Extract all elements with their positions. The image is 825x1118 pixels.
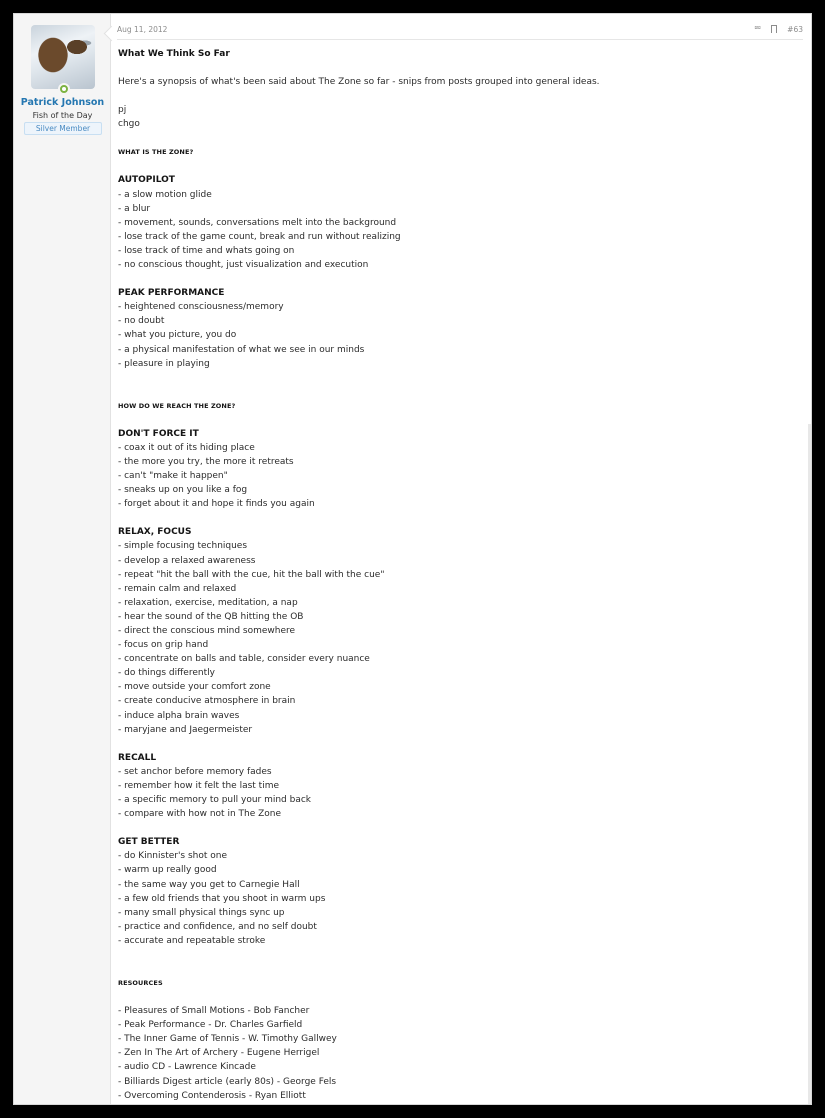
list-item: - movement, sounds, conversations melt into the background [118,217,397,228]
list-item: - practice and confidence, and no self doubt [118,921,317,932]
subsection-heading: RECALL [118,752,157,763]
signature-line: chgo [118,119,140,130]
list-item: - no doubt [118,316,165,327]
share-icon[interactable]: ⮹ [753,24,762,34]
post-date[interactable]: Aug 11, 2012 [117,25,168,34]
post-actions [754,24,803,34]
resource-item: - Peak Performance - Dr. Charles Garfield [118,1020,303,1031]
post-intro: Here's a synopsis of what's been said about The Zone so far - snips from posts grouped into general ideas. [118,77,600,88]
list-item: - remain calm and relaxed [118,583,237,594]
resource-item: - Pleasures of Small Motions - Bob Fancher [118,1006,310,1017]
list-item: - warm up really good [118,865,217,876]
list-item: - a specific memory to pull your mind back [118,795,312,806]
subsection-heading: DON'T FORCE IT [118,428,199,439]
post-number-link[interactable]: #63 [787,24,803,34]
resource-item: - Zen In The Art of Archery - Eugene Herrigel [118,1048,320,1059]
list-item: - remember how it felt the last time [118,780,280,791]
post-main [111,14,811,1104]
list-item: - relaxation, exercise, meditation, a nap [118,597,298,608]
list-item: - simple focusing techniques [118,541,248,552]
list-item: - forget about it and hope it finds you again [118,499,315,510]
username-link[interactable]: Patrick Johnson [20,97,105,108]
list-item: - induce alpha brain waves [118,710,240,721]
list-item: - set anchor before memory fades [118,766,272,777]
list-item: - can't "make it happen" [118,471,228,482]
list-item: - many small physical things sync up [118,907,285,918]
resource-item: - The Inner Game of Tennis - W. Timothy Gallwey [118,1034,337,1045]
scrollbar[interactable] [808,424,811,1104]
list-item: - move outside your comfort zone [118,682,271,693]
list-item: - do things differently [118,668,215,679]
resource-item: - Overcoming Contenderosis - Ryan Elliott [118,1090,306,1101]
list-item: - the more you try, the more it retreats [118,456,294,467]
list-item: - a few old friends that you shoot in warm ups [118,893,326,904]
subsection-heading: RELAX, FOCUS [118,527,192,538]
list-item: - a blur [118,203,151,214]
post-header [117,22,803,40]
resource-item: - Billiards Digest article (early 80s) - George Fels [118,1076,337,1087]
section-heading-what-is: WHAT IS THE ZONE? [118,148,194,157]
list-item: - sneaks up on you like a fog [118,485,248,496]
forum-post [13,13,812,1105]
list-item: - what you picture, you do [118,330,237,341]
list-item: - a physical manifestation of what we see in our minds [118,344,365,355]
list-item: - a slow motion glide [118,189,212,200]
list-item: - coax it out of its hiding place [118,442,255,453]
subsection-heading: PEAK PERFORMANCE [118,288,225,299]
list-item: - heightened consciousness/memory [118,302,284,313]
list-item: - direct the conscious mind somewhere [118,626,296,636]
section-heading-resources: RESOURCES [118,978,163,987]
post-title: What We Think So Far [118,49,230,59]
list-item: - lose track of the game count, break and run without realizing [118,231,401,242]
post-body [118,47,801,1103]
section-heading-how-reach: HOW DO WE REACH THE ZONE? [118,401,236,410]
list-item: - concentrate on balls and table, consider every nuance [118,654,370,665]
list-item: - lose track of time and whats going on [118,245,295,256]
list-item: - accurate and repeatable stroke [118,935,266,946]
online-status-icon [58,83,70,95]
subsection-heading: GET BETTER [118,837,180,848]
list-item: - create conducive atmosphere in brain [118,696,296,707]
resource-item: - audio CD - Lawrence Kincade [118,1062,256,1073]
list-item: - no conscious thought, just visualization and execution [118,260,369,271]
bookmark-icon[interactable] [771,25,777,33]
list-item: - develop a relaxed awareness [118,555,256,566]
list-item: - hear the sound of the QB hitting the OB [118,611,304,622]
post-user-cell [14,14,111,1104]
list-item: - do Kinnister's shot one [118,851,228,862]
list-item: - pleasure in playing [118,358,210,369]
subsection-heading: AUTOPILOT [118,175,175,186]
list-item: - repeat "hit the ball with the cue, hit the ball with the cue" [118,569,385,580]
user-banner: Silver Member [24,122,102,135]
user-title: Fish of the Day [32,111,93,120]
list-item: - compare with how not in The Zone [118,809,282,820]
list-item: - the same way you get to Carnegie Hall [118,879,300,890]
signature-line: pj [118,105,127,116]
list-item: - focus on grip hand [118,640,209,651]
avatar[interactable] [31,25,95,89]
list-item: - maryjane and Jaegermeister [118,724,253,735]
